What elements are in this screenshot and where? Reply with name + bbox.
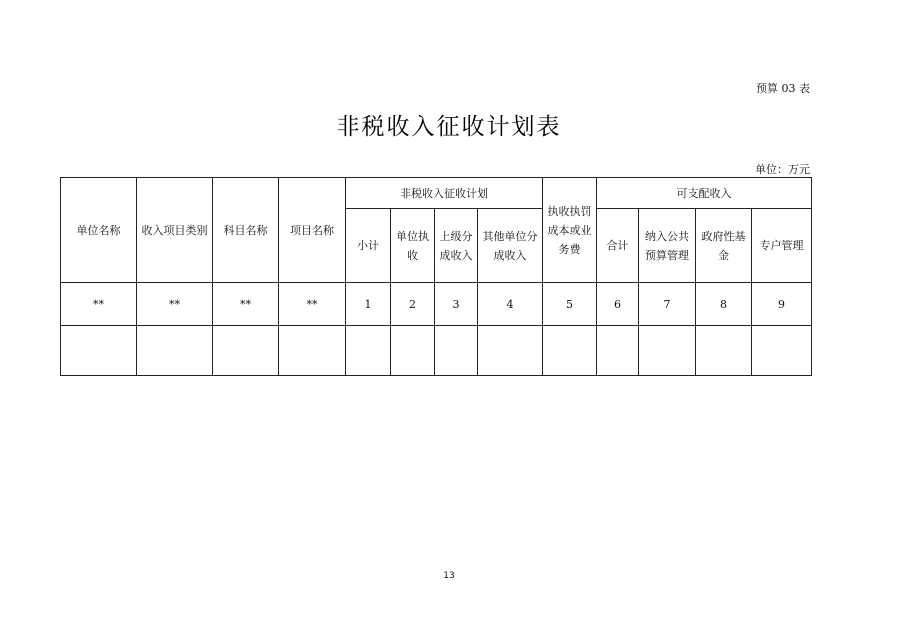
plan-table — [60, 177, 812, 376]
header-upper-share: 上级分成收入 — [435, 209, 478, 283]
header-enforcement-cost: 执收执罚成本或业务费 — [543, 178, 597, 283]
header-row-1 — [61, 178, 812, 209]
header-unit-exec: 单位执收 — [391, 209, 435, 283]
header-gov-fund: 政府性基金 — [696, 209, 752, 283]
data-cell — [696, 326, 752, 376]
data-cell — [639, 326, 696, 376]
header-other-share: 其他单位分成收入 — [478, 209, 543, 283]
data-cell — [478, 326, 543, 376]
page-number: 13 — [443, 571, 455, 581]
empty-data-row — [61, 326, 812, 376]
data-cell — [752, 326, 812, 376]
header-public-budget: 纳入公共预算管理 — [639, 209, 696, 283]
code-cell: ** — [61, 283, 137, 326]
unit-label: 单位：万元 — [755, 163, 810, 176]
header-total: 合计 — [597, 209, 639, 283]
code-cell: 3 — [435, 283, 478, 326]
header-special-account: 专户管理 — [752, 209, 812, 283]
header-available-group: 可支配收入 — [597, 178, 812, 209]
code-cell: 9 — [752, 283, 812, 326]
header-plan-group: 非税收入征收计划 — [346, 178, 543, 209]
code-cell: 4 — [478, 283, 543, 326]
form-number: 预算 03 表 — [756, 82, 810, 95]
code-cell: ** — [213, 283, 279, 326]
header-subject-name: 科目名称 — [213, 178, 279, 283]
data-cell — [61, 326, 137, 376]
data-cell — [435, 326, 478, 376]
code-cell: 6 — [597, 283, 639, 326]
data-cell — [137, 326, 213, 376]
data-cell — [346, 326, 391, 376]
header-unit-name: 单位名称 — [61, 178, 137, 283]
data-cell — [391, 326, 435, 376]
code-cell: 8 — [696, 283, 752, 326]
code-cell: 7 — [639, 283, 696, 326]
header-income-category: 收入项目类别 — [137, 178, 213, 283]
data-cell — [543, 326, 597, 376]
code-row — [61, 283, 812, 326]
data-cell — [597, 326, 639, 376]
header-item-name: 项目名称 — [279, 178, 346, 283]
data-cell — [279, 326, 346, 376]
data-cell — [213, 326, 279, 376]
code-cell: 2 — [391, 283, 435, 326]
code-cell: ** — [279, 283, 346, 326]
code-cell: 1 — [346, 283, 391, 326]
header-subtotal: 小计 — [346, 209, 391, 283]
code-cell: ** — [137, 283, 213, 326]
code-cell: 5 — [543, 283, 597, 326]
page-title: 非税收入征收计划表 — [336, 114, 562, 140]
